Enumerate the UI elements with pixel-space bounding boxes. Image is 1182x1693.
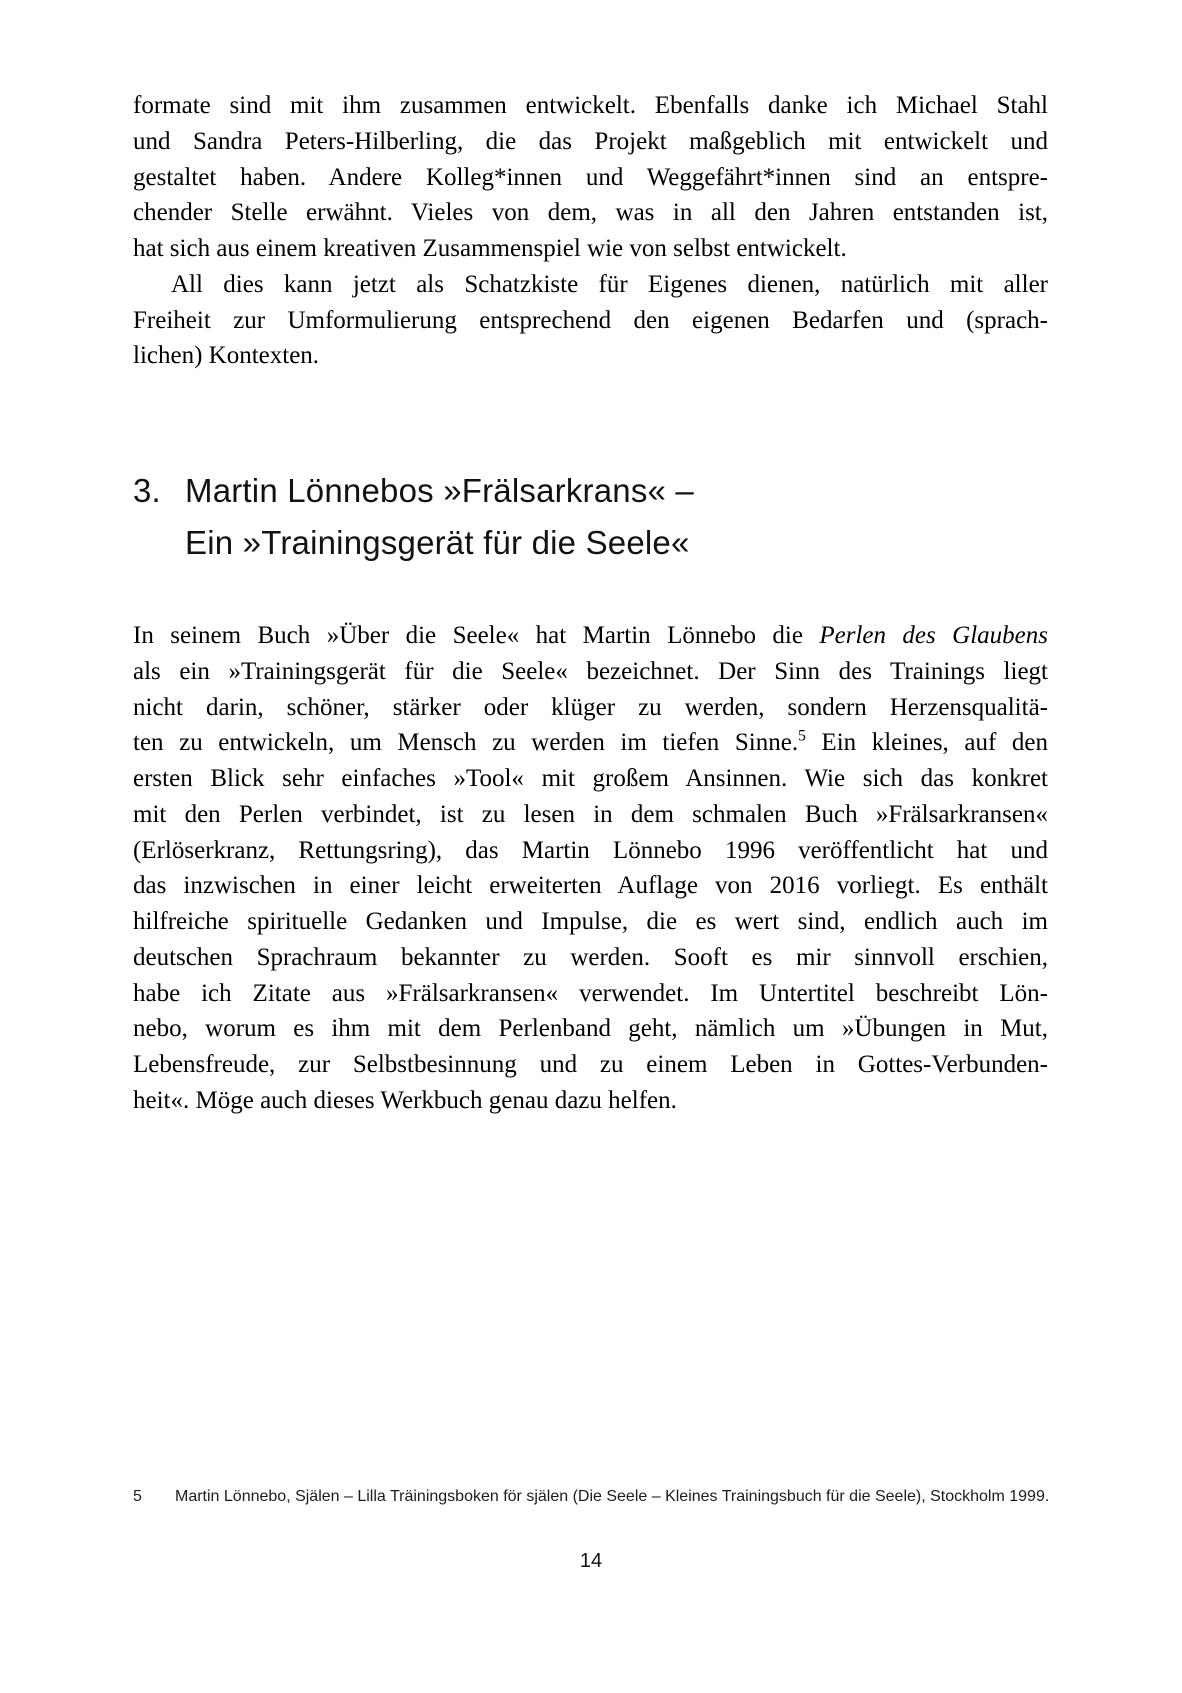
text-line: Lebensfreude, zur Selbstbesinnung und zu einem Leben in Gottes-Verbunden- xyxy=(133,1051,1048,1078)
text-block xyxy=(133,88,1048,1119)
text-segment: Ein kleines, auf den xyxy=(805,729,1048,757)
text-segment: ten zu entwickeln, um Mensch zu werden im tiefen Sinne. xyxy=(133,729,799,757)
text-line: gestaltet haben. Andere Kolleg*innen und Weggefährt*innen sind an entspre- xyxy=(133,163,1048,191)
text-line: hat sich aus einem kreativen Zusammenspiel wie von selbst entwickelt. xyxy=(133,235,847,262)
chapter-title-line2: Ein »Trainingsgerät für die Seele« xyxy=(185,524,690,561)
text-line: lichen) Kontexten. xyxy=(133,342,320,370)
italic-text: Perlen des Glaubens xyxy=(819,622,1048,649)
footnote-marker: 5 xyxy=(798,727,806,745)
text-line: nicht darin, schöner, stärker oder klüger zu werden, sondern Herzensqualitä- xyxy=(133,693,1048,721)
text-line: formate sind mit ihm zusammen entwickelt. Ebenfalls danke ich Michael Stahl xyxy=(133,92,1048,119)
chapter-title xyxy=(185,465,694,569)
text-line: mit den Perlen verbindet, ist zu lesen in dem schmalen Buch »Frälsarkransen« xyxy=(133,800,1048,828)
paragraph-chapter-body xyxy=(133,618,1048,1119)
text-line: und Sandra Peters-Hilberling, die das Projekt maßgeblich mit entwickelt und xyxy=(133,127,1048,155)
text-line: habe ich Zitate aus »Frälsarkransen« verwendet. Im Untertitel beschreibt Lön- xyxy=(133,979,1048,1007)
text-segment: In seinem Buch »Über die Seele« hat Martin Lönnebo die xyxy=(133,622,820,649)
chapter-number: 3. xyxy=(133,472,161,509)
text-line: heit«. Möge auch dieses Werkbuch genau dazu helfen. xyxy=(133,1086,677,1114)
footnote-number: 5 xyxy=(133,1488,142,1505)
text-line xyxy=(133,618,1048,654)
footnote-text: Martin Lönnebo, Själen – Lilla Träiningsboken för själen (Die Seele – Kleines Trainingsbuch für die Seele), Stockholm 1999. xyxy=(175,1488,1050,1505)
text-line: ersten Blick sehr einfaches »Tool« mit großem Ansinnen. Wie sich das konkret xyxy=(133,765,1048,792)
text-line: das inzwischen in einer leicht erweiterten Auflage von 2016 vorliegt. Es enthält xyxy=(133,872,1048,900)
paragraph-treasure-chest xyxy=(133,267,1048,374)
text-line: (Erlöserkranz, Rettungsring), das Martin Lönnebo 1996 veröffentlicht hat und xyxy=(133,836,1048,864)
chapter-title-line1: Martin Lönnebos »Frälsarkrans« – xyxy=(185,472,694,509)
page-number: 14 xyxy=(579,1550,603,1572)
text-line: All dies kann jetzt als Schatzkiste für Eigenes dienen, natürlich mit aller xyxy=(171,270,1048,298)
text-line xyxy=(133,725,1048,761)
text-line: chender Stelle erwähnt. Vieles von dem, was in all den Jahren entstanden ist, xyxy=(133,199,1048,227)
chapter-heading xyxy=(133,465,1048,569)
text-line: Freiheit zur Umformulierung entsprechend den eigenen Bedarfen und (sprach- xyxy=(133,306,1048,334)
text-line: als ein »Trainingsgerät für die Seele« bezeichnet. Der Sinn des Trainings liegt xyxy=(133,657,1048,685)
text-line: deutschen Sprachraum bekannter zu werden. Sooft es mir sinnvoll erschien, xyxy=(133,943,1048,971)
paragraph-acknowledgements xyxy=(133,88,1048,267)
text-line: hilfreiche spirituelle Gedanken und Impulse, die es wert sind, endlich auch im xyxy=(133,908,1048,935)
text-line: nebo, worum es ihm mit dem Perlenband geht, nämlich um »Übungen in Mut, xyxy=(133,1015,1048,1043)
footnote xyxy=(133,1486,1133,1508)
